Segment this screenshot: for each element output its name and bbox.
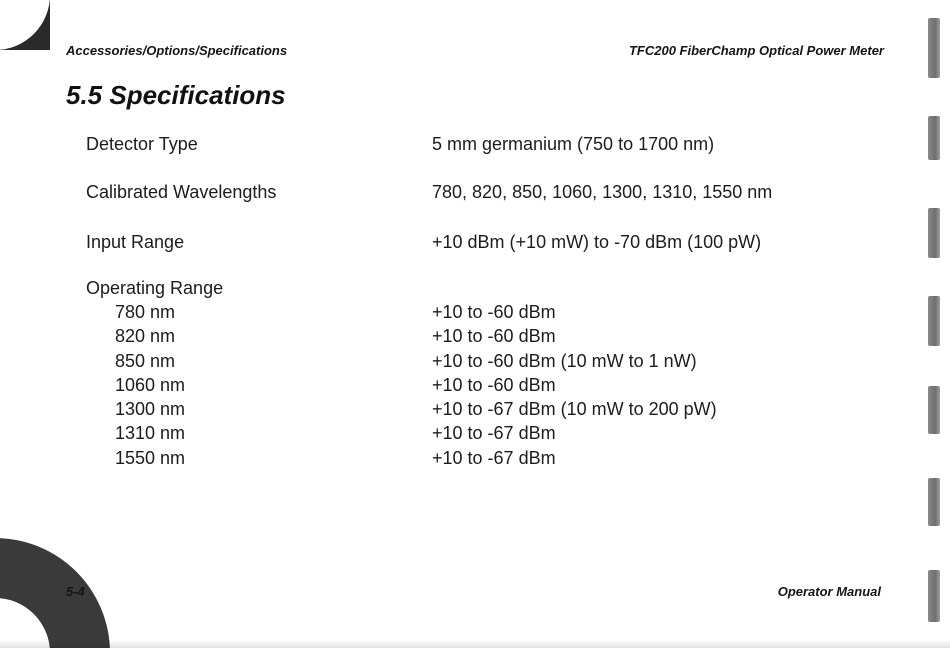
spec-value-input-range: +10 dBm (+10 mW) to -70 dBm (100 pW) — [432, 232, 762, 252]
scan-bottom-shade — [0, 640, 950, 648]
running-footer-title: Operator Manual — [777, 584, 881, 599]
spec-value-detector-type: 5 mm germanium (750 to 1700 nm) — [432, 134, 715, 154]
range-value: +10 to -60 dBm — [432, 302, 556, 322]
operating-range-values — [432, 300, 717, 470]
operating-range-wavelengths — [115, 300, 185, 470]
running-header-product: TFC200 FiberChamp Optical Power Meter — [628, 43, 884, 58]
range-value: +10 to -67 dBm (10 mW to 200 pW) — [432, 399, 717, 420]
running-header-chapter: Accessories/Options/Specifications — [66, 43, 288, 58]
range-wavelength: 1300 nm — [115, 399, 186, 420]
range-wavelength: 780 nm — [115, 302, 176, 322]
index-tab — [928, 208, 940, 258]
index-tab — [928, 18, 940, 78]
range-wavelength: 1550 nm — [115, 447, 186, 468]
page-number: 5-4 — [66, 584, 85, 599]
range-value: +10 to -67 dBm — [432, 423, 556, 444]
range-value: +10 to -60 dBm (10 mW to 1 nW) — [432, 350, 697, 371]
index-tab — [928, 296, 940, 346]
spec-label-detector-type: Detector Type — [86, 134, 198, 154]
spec-value-calibrated-wavelengths: 780, 820, 850, 1060, 1300, 1310, 1550 nm — [432, 182, 773, 202]
index-tabs — [926, 0, 940, 648]
range-wavelength: 820 nm — [115, 326, 176, 347]
scan-corner-top-left — [0, 0, 50, 50]
range-wavelength: 1060 nm — [115, 374, 186, 395]
range-wavelength: 850 nm — [115, 350, 176, 371]
range-value: +10 to -60 dBm — [432, 326, 556, 347]
spec-label-input-range: Input Range — [86, 232, 185, 252]
index-tab — [928, 478, 940, 526]
index-tab — [928, 386, 940, 434]
index-tab — [928, 570, 940, 622]
range-value: +10 to -67 dBm — [432, 447, 556, 468]
operating-range-label: Operating Range — [86, 278, 224, 298]
index-tab — [928, 116, 940, 160]
spec-label-calibrated-wavelengths: Calibrated Wavelengths — [86, 182, 277, 202]
range-value: +10 to -60 dBm — [432, 374, 556, 395]
range-wavelength: 1310 nm — [115, 423, 186, 444]
section-title: 5.5 Specifications — [66, 80, 286, 110]
